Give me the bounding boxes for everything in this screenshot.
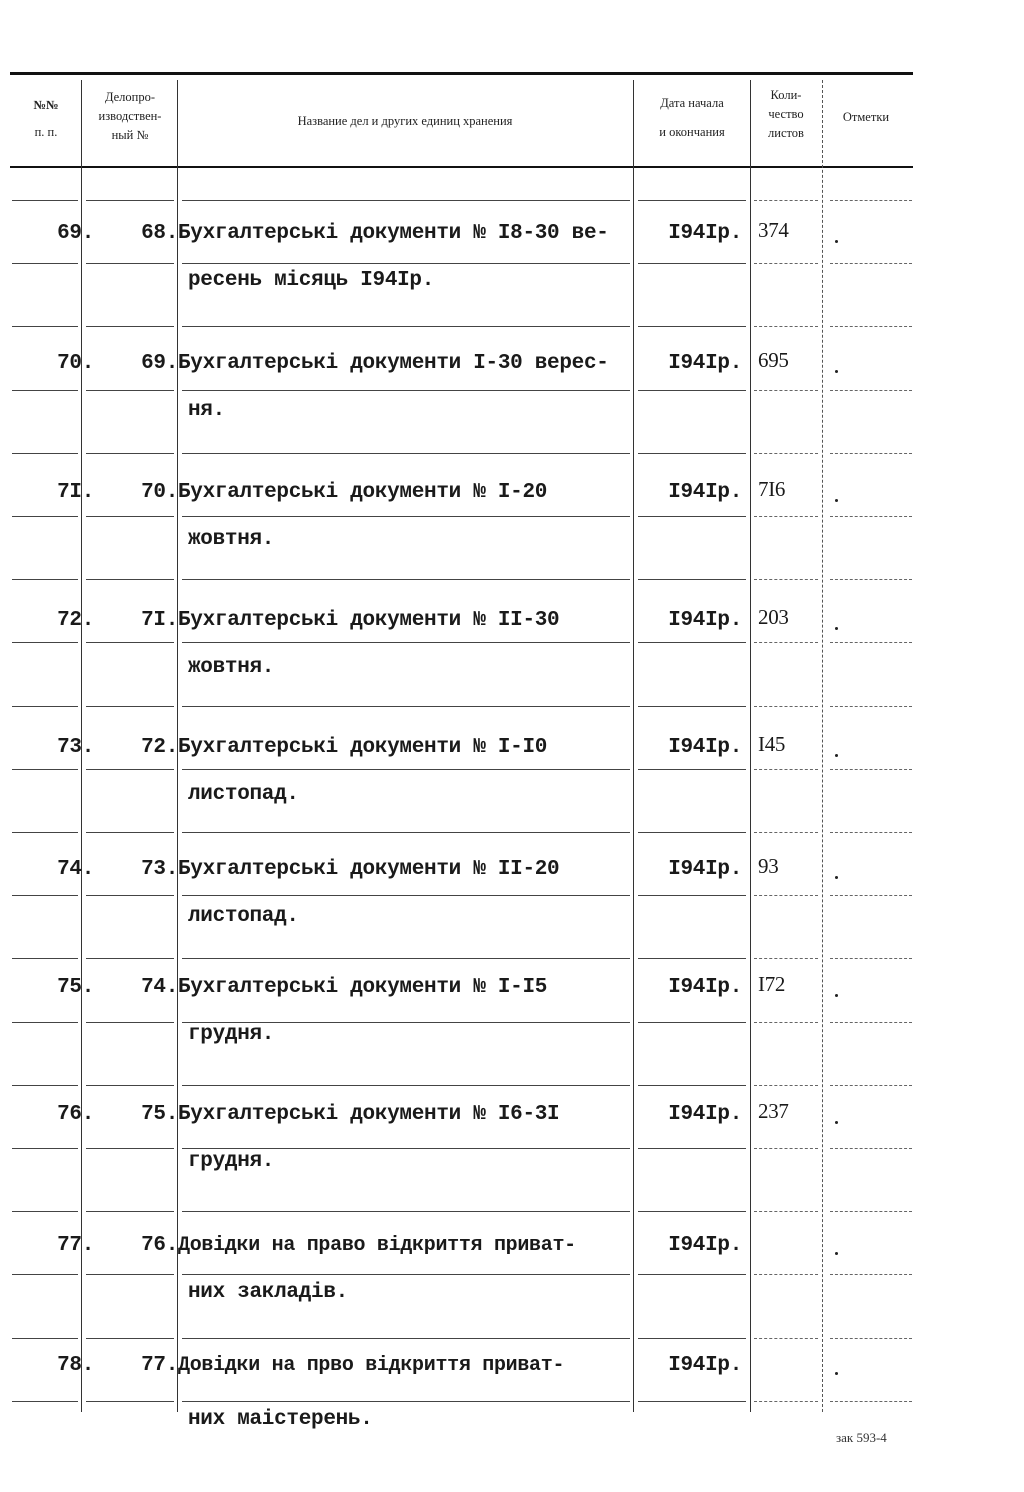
title-line-2: жовтня. <box>188 528 275 551</box>
ruled-line <box>754 1085 818 1086</box>
row-number: 7I. <box>57 481 94 504</box>
ruled-line <box>830 200 912 201</box>
row-number: 75. <box>57 976 94 999</box>
ruled-line <box>12 1022 78 1023</box>
ruled-line <box>12 1401 78 1402</box>
ruled-line <box>182 200 630 201</box>
ruled-line <box>12 390 78 391</box>
ruled-line <box>638 1401 746 1402</box>
date-range: I94Iр. <box>668 609 742 632</box>
office-number: 68. <box>141 222 178 245</box>
title-line-2: них маістерень. <box>188 1408 373 1431</box>
header-col-title: Название дел и других единиц хранения <box>297 114 513 128</box>
header-col-office-no-line2: изводствен- <box>98 109 162 123</box>
ruled-line <box>830 832 912 833</box>
table-top-rule <box>10 72 913 75</box>
row-number: 74. <box>57 858 94 881</box>
header-col-dates <box>636 94 748 142</box>
ruled-line <box>638 958 746 959</box>
ruled-line <box>86 642 174 643</box>
title-line-1: Бухгалтерські документи № I-I5 <box>178 976 548 999</box>
ruled-line <box>830 326 912 327</box>
ruled-line <box>830 1401 912 1402</box>
ruled-line <box>754 1401 818 1402</box>
ruled-line <box>86 579 174 580</box>
ruled-line <box>12 1274 78 1275</box>
ruled-line <box>638 1148 746 1149</box>
ruled-line <box>182 1211 630 1212</box>
title-line-2: жовтня. <box>188 656 275 679</box>
ruled-line <box>638 263 746 264</box>
ruled-line <box>754 1274 818 1275</box>
ruled-line <box>182 1338 630 1339</box>
notes-mark <box>835 499 838 502</box>
ruled-line <box>86 1401 174 1402</box>
header-col-sheets-line2: чество <box>768 107 804 121</box>
ruled-line <box>754 579 818 580</box>
office-number: 7I. <box>141 609 178 632</box>
title-line-1: Довідки на право відкриття приват- <box>178 1234 576 1257</box>
office-number: 72. <box>141 736 178 759</box>
header-col-office-no-line1: Делопро- <box>104 90 156 104</box>
ruled-line <box>638 390 746 391</box>
ruled-line <box>12 958 78 959</box>
ruled-line <box>754 1338 818 1339</box>
ruled-line <box>12 642 78 643</box>
ruled-line <box>638 642 746 643</box>
header-col-dates-line1: Дата начала <box>660 96 724 110</box>
ruled-line <box>182 1401 630 1402</box>
date-range: I94Iр. <box>668 1103 742 1126</box>
ruled-line <box>830 579 912 580</box>
ruled-line <box>754 390 818 391</box>
ruled-line <box>638 516 746 517</box>
date-range: I94Iр. <box>668 481 742 504</box>
notes-mark <box>835 627 838 630</box>
header-col-sheets-line1: Коли- <box>770 88 802 102</box>
ruled-line <box>830 958 912 959</box>
ruled-line <box>830 1211 912 1212</box>
ruled-line <box>754 832 818 833</box>
notes-mark <box>835 876 838 879</box>
sheet-count: 237 <box>758 1099 789 1123</box>
ruled-line <box>12 453 78 454</box>
sheet-count: 695 <box>758 348 789 372</box>
header-col-sheets-line3: листов <box>768 126 804 140</box>
date-range: I94Iр. <box>668 736 742 759</box>
date-range: I94Iр. <box>668 352 742 375</box>
row-number: 76. <box>57 1103 94 1126</box>
ruled-line <box>754 516 818 517</box>
ruled-line <box>754 958 818 959</box>
ruled-line <box>830 706 912 707</box>
ruled-line <box>830 1148 912 1149</box>
row-number: 77. <box>57 1234 94 1257</box>
header-col-no <box>14 96 78 142</box>
ruled-line <box>86 1148 174 1149</box>
header-col-dates-line2: и окончания <box>659 125 725 139</box>
ruled-line <box>754 895 818 896</box>
title-line-2: ня. <box>188 399 225 422</box>
ruled-line <box>830 1274 912 1275</box>
ruled-line <box>754 1022 818 1023</box>
col-divider-5 <box>822 80 823 1412</box>
ruled-line <box>830 516 912 517</box>
ruled-line <box>754 326 818 327</box>
title-line-2: них закладів. <box>188 1281 348 1304</box>
notes-mark <box>835 370 838 373</box>
header-col-sheets <box>752 86 820 143</box>
ruled-line <box>86 326 174 327</box>
ruled-line <box>86 1085 174 1086</box>
ruled-line <box>86 390 174 391</box>
header-col-no-line1: №№ <box>33 98 59 112</box>
ruled-line <box>182 263 630 264</box>
ruled-line <box>638 579 746 580</box>
notes-mark <box>835 1372 838 1375</box>
ruled-line <box>182 579 630 580</box>
row-number: 70. <box>57 352 94 375</box>
ruled-line <box>638 895 746 896</box>
office-number: 69. <box>141 352 178 375</box>
ruled-line <box>86 1274 174 1275</box>
title-line-1: Бухгалтерські документи № I8-30 ве- <box>178 222 609 245</box>
ruled-line <box>830 1022 912 1023</box>
ruled-line <box>754 706 818 707</box>
ruled-line <box>86 706 174 707</box>
ruled-line <box>182 642 630 643</box>
ruled-line <box>830 390 912 391</box>
ruled-line <box>182 1148 630 1149</box>
ruled-line <box>638 453 746 454</box>
ruled-line <box>830 769 912 770</box>
ruled-line <box>754 200 818 201</box>
ruled-line <box>182 390 630 391</box>
title-line-1: Довідки на прво відкриття приват- <box>178 1354 565 1377</box>
header-bottom-rule <box>10 166 913 168</box>
ruled-line <box>830 895 912 896</box>
sheet-count: I72 <box>758 972 786 996</box>
ruled-line <box>638 326 746 327</box>
title-line-2: листопад. <box>188 905 299 928</box>
office-number: 73. <box>141 858 178 881</box>
ruled-line <box>86 453 174 454</box>
office-number: 74. <box>141 976 178 999</box>
ruled-line <box>12 200 78 201</box>
ruled-line <box>86 832 174 833</box>
notes-mark <box>835 1252 838 1255</box>
notes-mark <box>835 1121 838 1124</box>
title-line-1: Бухгалтерські документи № II-20 <box>178 858 560 881</box>
order-number: зак 593-4 <box>836 1430 887 1445</box>
ruled-line <box>12 326 78 327</box>
ruled-line <box>182 1274 630 1275</box>
ruled-line <box>182 453 630 454</box>
title-line-2: листопад. <box>188 783 299 806</box>
ruled-line <box>830 453 912 454</box>
title-line-1: Бухгалтерські документи № II-30 <box>178 609 560 632</box>
ruled-line <box>754 1148 818 1149</box>
ruled-line <box>12 1211 78 1212</box>
notes-mark <box>835 240 838 243</box>
ruled-line <box>754 1211 818 1212</box>
ruled-line <box>830 1085 912 1086</box>
ruled-line <box>12 263 78 264</box>
ruled-line <box>12 895 78 896</box>
ruled-line <box>86 769 174 770</box>
ruled-line <box>830 1338 912 1339</box>
office-number: 77. <box>141 1354 178 1377</box>
title-line-1: Бухгалтерські документи № I-I0 <box>178 736 548 759</box>
ruled-line <box>86 263 174 264</box>
title-line-1: Бухгалтерські документи I-30 верес- <box>178 352 609 375</box>
sheet-count: 7I6 <box>758 477 786 501</box>
ruled-line <box>86 1211 174 1212</box>
title-line-2: грудня. <box>188 1023 275 1046</box>
title-line-1: Бухгалтерські документи № I-20 <box>178 481 548 504</box>
ruled-line <box>12 1338 78 1339</box>
date-range: I94Iр. <box>668 1234 742 1257</box>
header-col-no-line2: п. п. <box>34 125 58 139</box>
ruled-line <box>830 263 912 264</box>
ruled-line <box>182 895 630 896</box>
ruled-line <box>86 1022 174 1023</box>
office-number: 70. <box>141 481 178 504</box>
row-number: 73. <box>57 736 94 759</box>
ruled-line <box>638 1022 746 1023</box>
sheet-count: I45 <box>758 732 786 756</box>
ruled-line <box>182 769 630 770</box>
ruled-line <box>182 832 630 833</box>
ruled-line <box>12 516 78 517</box>
ruled-line <box>86 958 174 959</box>
header-col-office-no <box>84 88 176 145</box>
ruled-line <box>638 1274 746 1275</box>
row-number: 72. <box>57 609 94 632</box>
ruled-line <box>182 706 630 707</box>
ruled-line <box>182 326 630 327</box>
date-range: I94Iр. <box>668 858 742 881</box>
ruled-line <box>638 1085 746 1086</box>
office-number: 76. <box>141 1234 178 1257</box>
date-range: I94Iр. <box>668 1354 742 1377</box>
ruled-line <box>754 642 818 643</box>
ruled-line <box>86 200 174 201</box>
notes-mark <box>835 754 838 757</box>
ruled-line <box>638 832 746 833</box>
ruled-line <box>638 769 746 770</box>
col-divider-4 <box>750 80 751 1412</box>
date-range: I94Iр. <box>668 222 742 245</box>
ruled-line <box>182 958 630 959</box>
ruled-line <box>12 1085 78 1086</box>
ruled-line <box>86 516 174 517</box>
date-range: I94Iр. <box>668 976 742 999</box>
ruled-line <box>754 453 818 454</box>
header-col-notes: Отметки <box>842 110 890 124</box>
ruled-line <box>182 516 630 517</box>
ruled-line <box>638 1338 746 1339</box>
header-col-office-no-line3: ный № <box>111 128 149 142</box>
ruled-line <box>182 1085 630 1086</box>
title-line-2: грудня. <box>188 1150 275 1173</box>
ruled-line <box>12 1148 78 1149</box>
ruled-line <box>754 769 818 770</box>
row-number: 69. <box>57 222 94 245</box>
ruled-line <box>638 200 746 201</box>
ruled-line <box>86 895 174 896</box>
ruled-line <box>830 642 912 643</box>
office-number: 75. <box>141 1103 178 1126</box>
ruled-line <box>12 579 78 580</box>
ruled-line <box>12 706 78 707</box>
sheet-count: 203 <box>758 605 789 629</box>
ruled-line <box>638 1211 746 1212</box>
title-line-2: ресень місяць I94Iр. <box>188 269 435 292</box>
ruled-line <box>638 706 746 707</box>
sheet-count: 93 <box>758 854 779 878</box>
ruled-line <box>12 769 78 770</box>
sheet-count: 374 <box>758 218 789 242</box>
title-line-1: Бухгалтерські документи № I6-3I <box>178 1103 560 1126</box>
notes-mark <box>835 994 838 997</box>
ruled-line <box>86 1338 174 1339</box>
row-number: 78. <box>57 1354 94 1377</box>
ruled-line <box>754 263 818 264</box>
ruled-line <box>12 832 78 833</box>
